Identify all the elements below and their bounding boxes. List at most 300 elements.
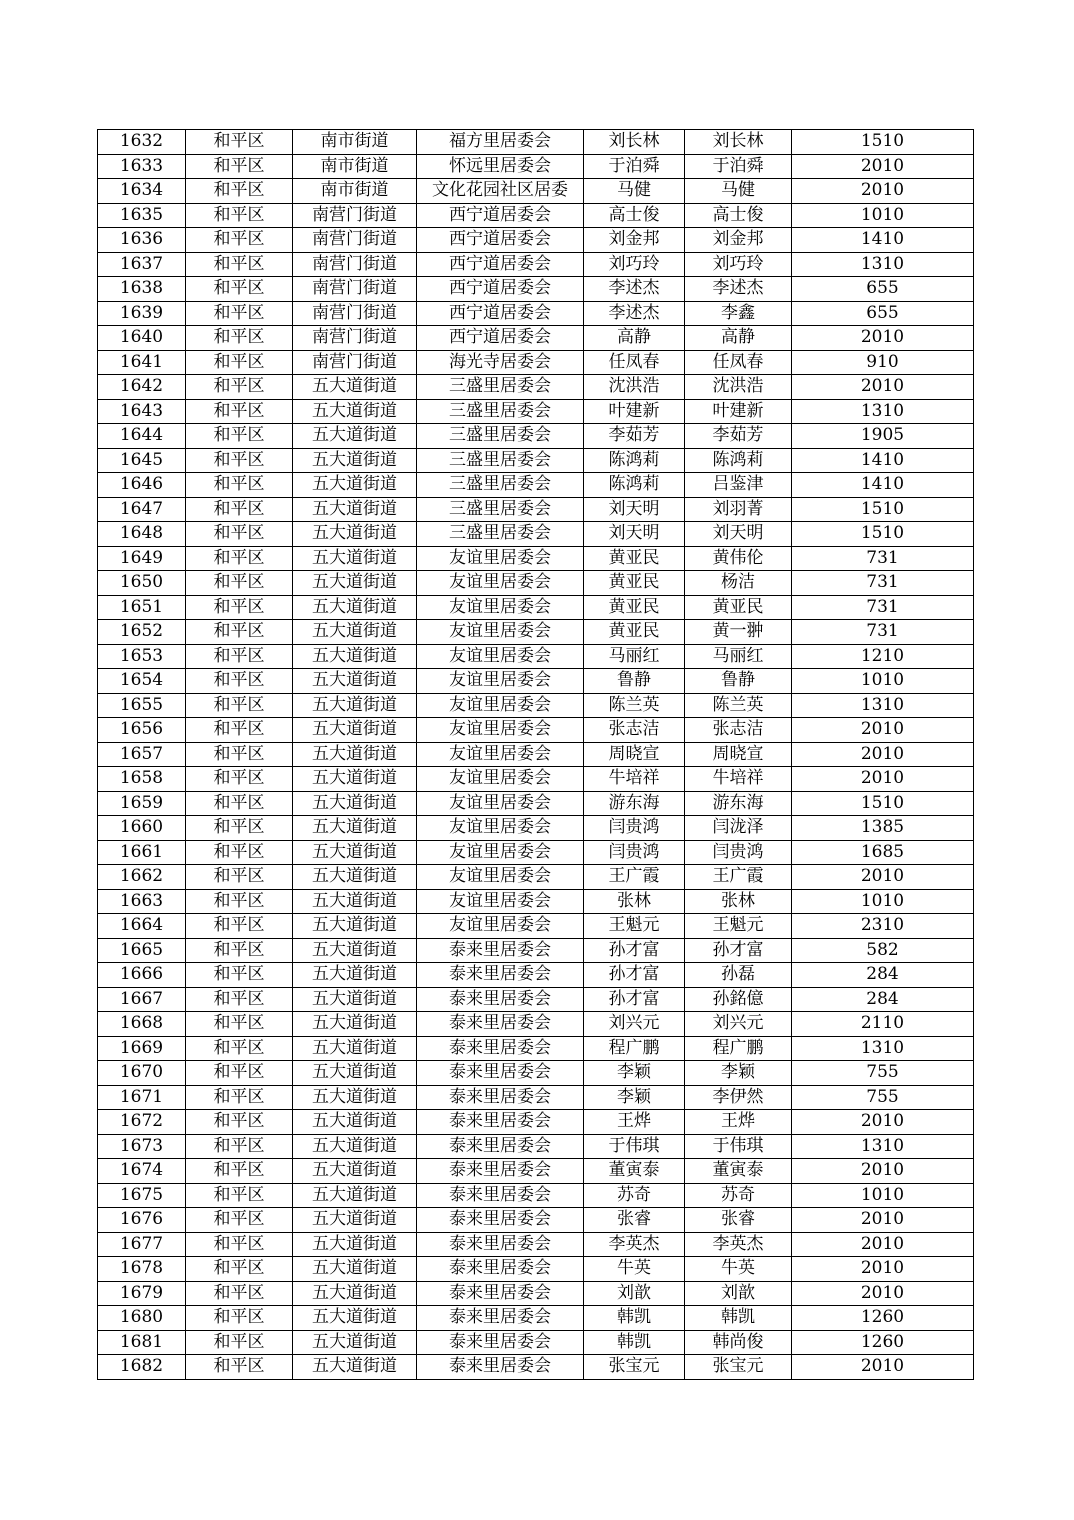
amount-cell: 1410 xyxy=(792,473,974,498)
applicant-cell: 游东海 xyxy=(584,791,685,816)
applicant-cell: 孙才富 xyxy=(584,963,685,988)
row-number-cell: 1681 xyxy=(98,1330,186,1355)
applicant-cell: 高士俊 xyxy=(584,203,685,228)
table-row xyxy=(98,718,974,743)
street-cell: 五大道街道 xyxy=(293,473,417,498)
member-cell: 牛培祥 xyxy=(685,767,792,792)
street-cell: 南市街道 xyxy=(293,154,417,179)
table-row xyxy=(98,1355,974,1380)
district-cell: 和平区 xyxy=(186,252,293,277)
street-cell: 五大道街道 xyxy=(293,595,417,620)
committee-cell: 友谊里居委会 xyxy=(417,718,584,743)
applicant-cell: 陈兰英 xyxy=(584,693,685,718)
row-number-cell: 1674 xyxy=(98,1159,186,1184)
row-number-cell: 1648 xyxy=(98,522,186,547)
member-cell: 张林 xyxy=(685,889,792,914)
applicant-cell: 叶建新 xyxy=(584,399,685,424)
member-cell: 孙才富 xyxy=(685,938,792,963)
row-number-cell: 1671 xyxy=(98,1085,186,1110)
amount-cell: 2010 xyxy=(792,1110,974,1135)
district-cell: 和平区 xyxy=(186,963,293,988)
table-row xyxy=(98,1257,974,1282)
applicant-cell: 于伟琪 xyxy=(584,1134,685,1159)
amount-cell: 2010 xyxy=(792,326,974,351)
district-cell: 和平区 xyxy=(186,424,293,449)
district-cell: 和平区 xyxy=(186,767,293,792)
applicant-cell: 刘兴元 xyxy=(584,1012,685,1037)
district-cell: 和平区 xyxy=(186,228,293,253)
row-number-cell: 1650 xyxy=(98,571,186,596)
applicant-cell: 陈鸿莉 xyxy=(584,473,685,498)
committee-cell: 西宁道居委会 xyxy=(417,277,584,302)
district-cell: 和平区 xyxy=(186,1208,293,1233)
row-number-cell: 1666 xyxy=(98,963,186,988)
amount-cell: 1410 xyxy=(792,228,974,253)
street-cell: 五大道街道 xyxy=(293,1330,417,1355)
row-number-cell: 1662 xyxy=(98,865,186,890)
committee-cell: 友谊里居委会 xyxy=(417,693,584,718)
row-number-cell: 1659 xyxy=(98,791,186,816)
district-cell: 和平区 xyxy=(186,1110,293,1135)
row-number-cell: 1669 xyxy=(98,1036,186,1061)
amount-cell: 1310 xyxy=(792,399,974,424)
applicant-cell: 马健 xyxy=(584,179,685,204)
amount-cell: 284 xyxy=(792,963,974,988)
table-row xyxy=(98,669,974,694)
committee-cell: 三盛里居委会 xyxy=(417,522,584,547)
committee-cell: 西宁道居委会 xyxy=(417,301,584,326)
member-cell: 刘兴元 xyxy=(685,1012,792,1037)
committee-cell: 三盛里居委会 xyxy=(417,399,584,424)
committee-cell: 友谊里居委会 xyxy=(417,865,584,890)
amount-cell: 582 xyxy=(792,938,974,963)
row-number-cell: 1679 xyxy=(98,1281,186,1306)
row-number-cell: 1675 xyxy=(98,1183,186,1208)
row-number-cell: 1649 xyxy=(98,546,186,571)
street-cell: 南营门街道 xyxy=(293,350,417,375)
district-cell: 和平区 xyxy=(186,840,293,865)
committee-cell: 泰来里居委会 xyxy=(417,1306,584,1331)
street-cell: 五大道街道 xyxy=(293,1110,417,1135)
street-cell: 五大道街道 xyxy=(293,791,417,816)
table-row xyxy=(98,571,974,596)
street-cell: 南营门街道 xyxy=(293,252,417,277)
member-cell: 黄一翀 xyxy=(685,620,792,645)
committee-cell: 泰来里居委会 xyxy=(417,1159,584,1184)
row-number-cell: 1636 xyxy=(98,228,186,253)
applicant-cell: 鲁静 xyxy=(584,669,685,694)
district-cell: 和平区 xyxy=(186,791,293,816)
table-row xyxy=(98,1183,974,1208)
district-cell: 和平区 xyxy=(186,350,293,375)
row-number-cell: 1646 xyxy=(98,473,186,498)
row-number-cell: 1640 xyxy=(98,326,186,351)
row-number-cell: 1658 xyxy=(98,767,186,792)
table-row xyxy=(98,252,974,277)
district-cell: 和平区 xyxy=(186,987,293,1012)
member-cell: 张志洁 xyxy=(685,718,792,743)
committee-cell: 泰来里居委会 xyxy=(417,1183,584,1208)
amount-cell: 2010 xyxy=(792,375,974,400)
row-number-cell: 1664 xyxy=(98,914,186,939)
street-cell: 五大道街道 xyxy=(293,963,417,988)
member-cell: 张睿 xyxy=(685,1208,792,1233)
street-cell: 五大道街道 xyxy=(293,375,417,400)
applicant-cell: 牛英 xyxy=(584,1257,685,1282)
row-number-cell: 1670 xyxy=(98,1061,186,1086)
amount-cell: 1510 xyxy=(792,497,974,522)
amount-cell: 1905 xyxy=(792,424,974,449)
member-cell: 陈兰英 xyxy=(685,693,792,718)
table-row xyxy=(98,620,974,645)
applicant-cell: 李颖 xyxy=(584,1085,685,1110)
amount-cell: 1410 xyxy=(792,448,974,473)
row-number-cell: 1635 xyxy=(98,203,186,228)
amount-cell: 1310 xyxy=(792,1134,974,1159)
amount-cell: 1010 xyxy=(792,1183,974,1208)
street-cell: 五大道街道 xyxy=(293,1134,417,1159)
district-cell: 和平区 xyxy=(186,375,293,400)
committee-cell: 友谊里居委会 xyxy=(417,791,584,816)
street-cell: 五大道街道 xyxy=(293,1208,417,1233)
applicant-cell: 张林 xyxy=(584,889,685,914)
street-cell: 南市街道 xyxy=(293,179,417,204)
member-cell: 李述杰 xyxy=(685,277,792,302)
committee-cell: 泰来里居委会 xyxy=(417,1355,584,1380)
street-cell: 五大道街道 xyxy=(293,767,417,792)
committee-cell: 西宁道居委会 xyxy=(417,228,584,253)
district-cell: 和平区 xyxy=(186,1085,293,1110)
amount-cell: 1510 xyxy=(792,791,974,816)
committee-cell: 泰来里居委会 xyxy=(417,1257,584,1282)
table-row xyxy=(98,889,974,914)
row-number-cell: 1663 xyxy=(98,889,186,914)
amount-cell: 1260 xyxy=(792,1330,974,1355)
district-cell: 和平区 xyxy=(186,399,293,424)
committee-cell: 三盛里居委会 xyxy=(417,448,584,473)
table-row xyxy=(98,448,974,473)
member-cell: 王广霞 xyxy=(685,865,792,890)
amount-cell: 1310 xyxy=(792,252,974,277)
row-number-cell: 1656 xyxy=(98,718,186,743)
table-row xyxy=(98,840,974,865)
table-row xyxy=(98,1208,974,1233)
committee-cell: 泰来里居委会 xyxy=(417,1232,584,1257)
row-number-cell: 1676 xyxy=(98,1208,186,1233)
row-number-cell: 1682 xyxy=(98,1355,186,1380)
committee-cell: 文化花园社区居委 xyxy=(417,179,584,204)
amount-cell: 731 xyxy=(792,595,974,620)
member-cell: 周晓宣 xyxy=(685,742,792,767)
street-cell: 五大道街道 xyxy=(293,1281,417,1306)
district-cell: 和平区 xyxy=(186,914,293,939)
district-cell: 和平区 xyxy=(186,1355,293,1380)
district-cell: 和平区 xyxy=(186,1012,293,1037)
applicant-cell: 孙才富 xyxy=(584,938,685,963)
street-cell: 五大道街道 xyxy=(293,399,417,424)
applicant-cell: 韩凯 xyxy=(584,1306,685,1331)
district-cell: 和平区 xyxy=(186,203,293,228)
applicant-cell: 黄亚民 xyxy=(584,546,685,571)
committee-cell: 泰来里居委会 xyxy=(417,938,584,963)
table-row xyxy=(98,350,974,375)
member-cell: 韩凯 xyxy=(685,1306,792,1331)
row-number-cell: 1634 xyxy=(98,179,186,204)
street-cell: 南营门街道 xyxy=(293,228,417,253)
row-number-cell: 1680 xyxy=(98,1306,186,1331)
applicant-cell: 周晓宣 xyxy=(584,742,685,767)
applicant-cell: 黄亚民 xyxy=(584,571,685,596)
member-cell: 闫贵鸿 xyxy=(685,840,792,865)
member-cell: 刘长林 xyxy=(685,130,792,155)
row-number-cell: 1657 xyxy=(98,742,186,767)
district-cell: 和平区 xyxy=(186,595,293,620)
district-cell: 和平区 xyxy=(186,473,293,498)
amount-cell: 731 xyxy=(792,546,974,571)
row-number-cell: 1645 xyxy=(98,448,186,473)
district-cell: 和平区 xyxy=(186,130,293,155)
member-cell: 沈洪浩 xyxy=(685,375,792,400)
committee-cell: 友谊里居委会 xyxy=(417,595,584,620)
applicant-cell: 刘天明 xyxy=(584,497,685,522)
row-number-cell: 1644 xyxy=(98,424,186,449)
table-row xyxy=(98,938,974,963)
amount-cell: 731 xyxy=(792,571,974,596)
amount-cell: 2010 xyxy=(792,1159,974,1184)
district-cell: 和平区 xyxy=(186,301,293,326)
amount-cell: 655 xyxy=(792,301,974,326)
table-row xyxy=(98,473,974,498)
district-cell: 和平区 xyxy=(186,1134,293,1159)
street-cell: 五大道街道 xyxy=(293,1232,417,1257)
member-cell: 孙銘億 xyxy=(685,987,792,1012)
member-cell: 陈鸿莉 xyxy=(685,448,792,473)
committee-cell: 泰来里居委会 xyxy=(417,1012,584,1037)
member-cell: 苏奇 xyxy=(685,1183,792,1208)
amount-cell: 1310 xyxy=(792,693,974,718)
table-row xyxy=(98,1330,974,1355)
applicant-cell: 陈鸿莉 xyxy=(584,448,685,473)
member-cell: 李伊然 xyxy=(685,1085,792,1110)
member-cell: 李茹芳 xyxy=(685,424,792,449)
amount-cell: 1210 xyxy=(792,644,974,669)
table-row xyxy=(98,424,974,449)
member-cell: 张宝元 xyxy=(685,1355,792,1380)
table-row xyxy=(98,154,974,179)
committee-cell: 泰来里居委会 xyxy=(417,987,584,1012)
member-cell: 鲁静 xyxy=(685,669,792,694)
committee-cell: 泰来里居委会 xyxy=(417,1061,584,1086)
applicant-cell: 闫贵鸿 xyxy=(584,840,685,865)
amount-cell: 1385 xyxy=(792,816,974,841)
amount-cell: 755 xyxy=(792,1061,974,1086)
table-row xyxy=(98,914,974,939)
committee-cell: 友谊里居委会 xyxy=(417,742,584,767)
row-number-cell: 1651 xyxy=(98,595,186,620)
street-cell: 五大道街道 xyxy=(293,1036,417,1061)
committee-cell: 泰来里居委会 xyxy=(417,1208,584,1233)
amount-cell: 2010 xyxy=(792,1208,974,1233)
amount-cell: 2010 xyxy=(792,1257,974,1282)
district-cell: 和平区 xyxy=(186,448,293,473)
amount-cell: 2010 xyxy=(792,865,974,890)
amount-cell: 2010 xyxy=(792,1281,974,1306)
member-cell: 王烨 xyxy=(685,1110,792,1135)
district-cell: 和平区 xyxy=(186,1306,293,1331)
applicant-cell: 牛培祥 xyxy=(584,767,685,792)
applicant-cell: 李英杰 xyxy=(584,1232,685,1257)
row-number-cell: 1643 xyxy=(98,399,186,424)
street-cell: 五大道街道 xyxy=(293,718,417,743)
table-row xyxy=(98,987,974,1012)
street-cell: 五大道街道 xyxy=(293,914,417,939)
street-cell: 五大道街道 xyxy=(293,987,417,1012)
district-cell: 和平区 xyxy=(186,1232,293,1257)
member-cell: 于泊舜 xyxy=(685,154,792,179)
table-row xyxy=(98,228,974,253)
row-number-cell: 1677 xyxy=(98,1232,186,1257)
amount-cell: 2010 xyxy=(792,1355,974,1380)
committee-cell: 西宁道居委会 xyxy=(417,203,584,228)
row-number-cell: 1655 xyxy=(98,693,186,718)
table-row xyxy=(98,1281,974,1306)
member-cell: 黄亚民 xyxy=(685,595,792,620)
member-cell: 李鑫 xyxy=(685,301,792,326)
amount-cell: 2010 xyxy=(792,767,974,792)
committee-cell: 友谊里居委会 xyxy=(417,767,584,792)
committee-cell: 友谊里居委会 xyxy=(417,669,584,694)
applicant-cell: 王魁元 xyxy=(584,914,685,939)
street-cell: 五大道街道 xyxy=(293,693,417,718)
district-cell: 和平区 xyxy=(186,1281,293,1306)
applicant-cell: 孙才富 xyxy=(584,987,685,1012)
applicant-cell: 王广霞 xyxy=(584,865,685,890)
table-row xyxy=(98,644,974,669)
amount-cell: 1310 xyxy=(792,1036,974,1061)
committee-cell: 三盛里居委会 xyxy=(417,497,584,522)
committee-cell: 三盛里居委会 xyxy=(417,473,584,498)
committee-cell: 友谊里居委会 xyxy=(417,620,584,645)
street-cell: 南市街道 xyxy=(293,130,417,155)
table-row xyxy=(98,546,974,571)
table-row xyxy=(98,326,974,351)
amount-cell: 2010 xyxy=(792,179,974,204)
amount-cell: 2110 xyxy=(792,1012,974,1037)
committee-cell: 泰来里居委会 xyxy=(417,1330,584,1355)
committee-cell: 福方里居委会 xyxy=(417,130,584,155)
member-cell: 刘天明 xyxy=(685,522,792,547)
street-cell: 五大道街道 xyxy=(293,669,417,694)
amount-cell: 1010 xyxy=(792,889,974,914)
street-cell: 五大道街道 xyxy=(293,522,417,547)
row-number-cell: 1641 xyxy=(98,350,186,375)
member-cell: 李颖 xyxy=(685,1061,792,1086)
member-cell: 吕鉴津 xyxy=(685,473,792,498)
street-cell: 五大道街道 xyxy=(293,1159,417,1184)
amount-cell: 1510 xyxy=(792,130,974,155)
member-cell: 李英杰 xyxy=(685,1232,792,1257)
member-cell: 王魁元 xyxy=(685,914,792,939)
street-cell: 五大道街道 xyxy=(293,1355,417,1380)
table-row xyxy=(98,1110,974,1135)
amount-cell: 284 xyxy=(792,987,974,1012)
row-number-cell: 1639 xyxy=(98,301,186,326)
street-cell: 五大道街道 xyxy=(293,840,417,865)
committee-cell: 友谊里居委会 xyxy=(417,546,584,571)
district-cell: 和平区 xyxy=(186,571,293,596)
table-row xyxy=(98,1306,974,1331)
member-cell: 刘金邦 xyxy=(685,228,792,253)
street-cell: 五大道街道 xyxy=(293,448,417,473)
street-cell: 五大道街道 xyxy=(293,497,417,522)
member-cell: 牛英 xyxy=(685,1257,792,1282)
street-cell: 五大道街道 xyxy=(293,1061,417,1086)
district-cell: 和平区 xyxy=(186,1159,293,1184)
table-row xyxy=(98,130,974,155)
table-row xyxy=(98,816,974,841)
row-number-cell: 1660 xyxy=(98,816,186,841)
table-row xyxy=(98,1159,974,1184)
district-cell: 和平区 xyxy=(186,179,293,204)
table-body xyxy=(98,130,974,1380)
district-cell: 和平区 xyxy=(186,816,293,841)
member-cell: 刘巧玲 xyxy=(685,252,792,277)
street-cell: 南营门街道 xyxy=(293,203,417,228)
row-number-cell: 1654 xyxy=(98,669,186,694)
district-cell: 和平区 xyxy=(186,693,293,718)
table-row xyxy=(98,1232,974,1257)
committee-cell: 三盛里居委会 xyxy=(417,375,584,400)
street-cell: 南营门街道 xyxy=(293,326,417,351)
applicant-cell: 黄亚民 xyxy=(584,620,685,645)
table-row xyxy=(98,1012,974,1037)
district-cell: 和平区 xyxy=(186,938,293,963)
street-cell: 五大道街道 xyxy=(293,644,417,669)
table-row xyxy=(98,497,974,522)
district-cell: 和平区 xyxy=(186,644,293,669)
amount-cell: 655 xyxy=(792,277,974,302)
district-cell: 和平区 xyxy=(186,497,293,522)
member-cell: 刘羽菁 xyxy=(685,497,792,522)
street-cell: 五大道街道 xyxy=(293,1183,417,1208)
table-row xyxy=(98,1036,974,1061)
committee-cell: 泰来里居委会 xyxy=(417,1281,584,1306)
amount-cell: 755 xyxy=(792,1085,974,1110)
amount-cell: 2010 xyxy=(792,718,974,743)
committee-cell: 泰来里居委会 xyxy=(417,1110,584,1135)
district-cell: 和平区 xyxy=(186,1183,293,1208)
member-cell: 游东海 xyxy=(685,791,792,816)
street-cell: 五大道街道 xyxy=(293,1306,417,1331)
committee-cell: 泰来里居委会 xyxy=(417,1036,584,1061)
table-row xyxy=(98,375,974,400)
district-cell: 和平区 xyxy=(186,1330,293,1355)
amount-cell: 2010 xyxy=(792,1232,974,1257)
applicant-cell: 张宝元 xyxy=(584,1355,685,1380)
applicant-cell: 刘长林 xyxy=(584,130,685,155)
member-cell: 闫泷泽 xyxy=(685,816,792,841)
table-row xyxy=(98,963,974,988)
applicant-cell: 闫贵鸿 xyxy=(584,816,685,841)
row-number-cell: 1652 xyxy=(98,620,186,645)
table-row xyxy=(98,1134,974,1159)
row-number-cell: 1678 xyxy=(98,1257,186,1282)
member-cell: 孙磊 xyxy=(685,963,792,988)
applicant-cell: 任凤春 xyxy=(584,350,685,375)
district-cell: 和平区 xyxy=(186,154,293,179)
district-cell: 和平区 xyxy=(186,742,293,767)
applicant-cell: 苏奇 xyxy=(584,1183,685,1208)
